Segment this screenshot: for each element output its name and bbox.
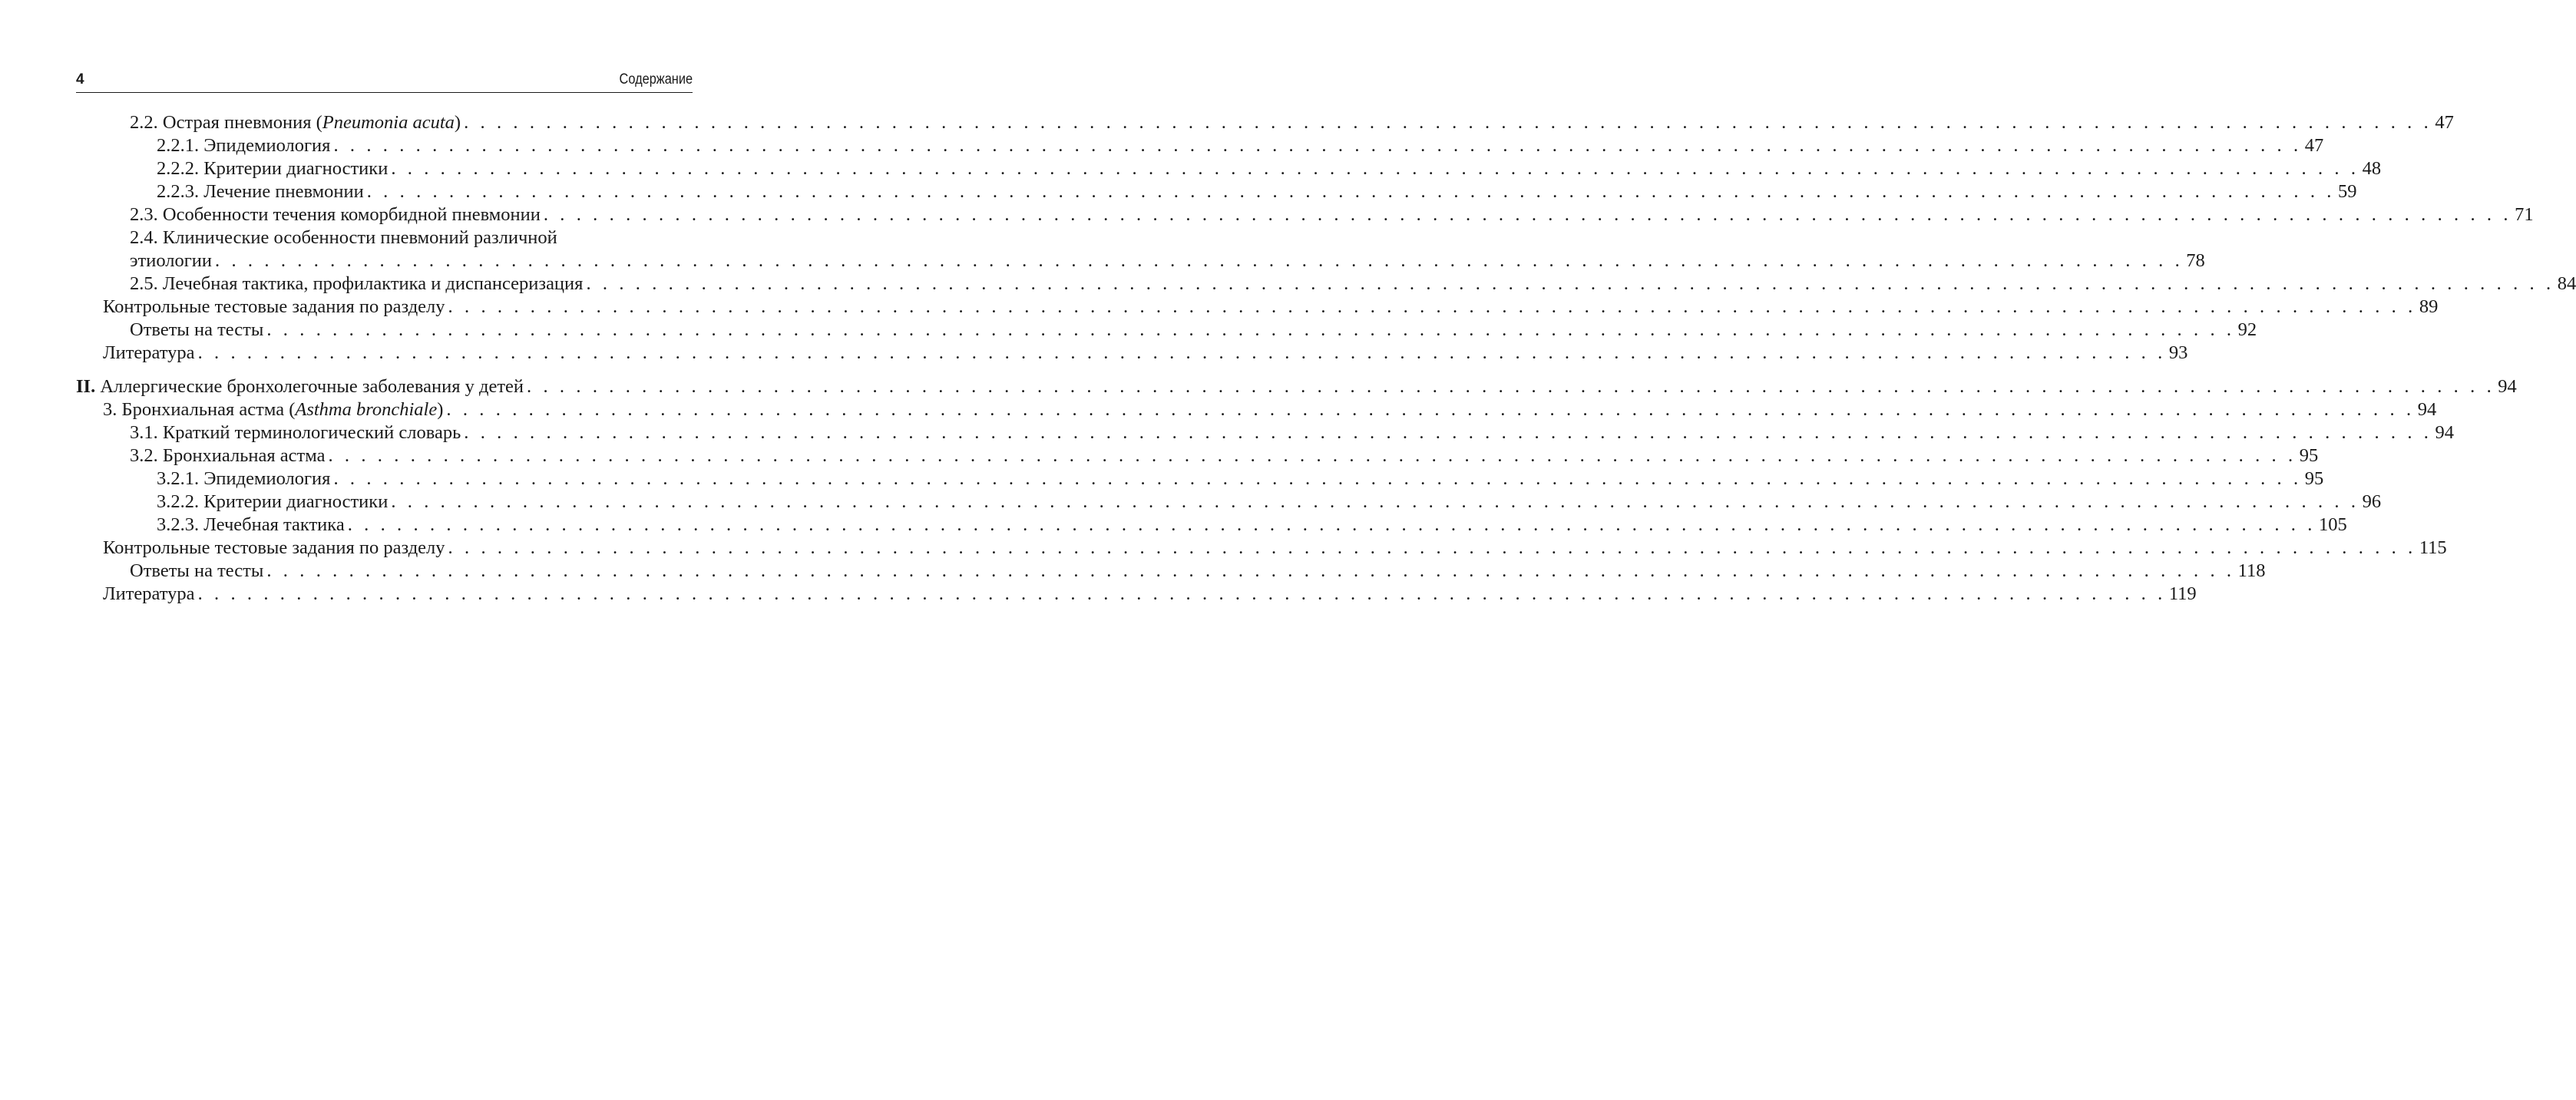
toc-entry[interactable] [76, 342, 2188, 365]
toc-entry-text: 3.2.2. Критерии диагностики [157, 491, 389, 512]
toc-entry-title [130, 203, 541, 226]
toc-page-number: 59 [2338, 181, 2357, 202]
toc-entry-text: 2.2.3. Лечение пневмонии [157, 181, 364, 202]
toc-page-number: 47 [2304, 135, 2324, 156]
toc-entry-text: 3. Бронхиальная астма ( [103, 399, 296, 420]
toc-page-number: 94 [2498, 376, 2517, 397]
toc-entry-latin-term: Pneumonia acuta [322, 112, 455, 133]
toc-entry-text: 3.2. Бронхиальная астма [130, 445, 326, 466]
toc-entry[interactable] [76, 583, 2197, 606]
toc-entry-text-end: ) [437, 399, 444, 420]
toc-dot-leader: . . . . . . . . . . . . . . . . . . . . . . . . . . . . . . . . . . . . . . . . . . . . . . . . . . . . . . . . . . . . . . . . . . . . . . . . . . . . . . . . . . . . . . . . . . . . . . . . . . . . . . . . . . . . . . . . . . . . . . . . [215, 250, 2184, 271]
toc-entry-text: 2.3. Особенности течения коморбидной пневмонии [130, 204, 541, 225]
toc-dot-leader: . . . . . . . . . . . . . . . . . . . . . . . . . . . . . . . . . . . . . . . . . . . . . . . . . . . . . . . . . . . . . . . . . . . . . . . . . . . . . . . . . . . . . . . . . . . . . . . . . . . . . . . . . . . . . . . . . . . . . . . . [333, 468, 2302, 489]
toc-page-number: 78 [2186, 250, 2205, 271]
toc-page-number: 105 [2318, 514, 2347, 535]
toc-page-number: 96 [2362, 491, 2382, 512]
toc-entry[interactable] [76, 180, 2357, 203]
toc-dot-leader: . . . . . . . . . . . . . . . . . . . . . . . . . . . . . . . . . . . . . . . . . . . . . . . . . . . . . . . . . . . . . . . . . . . . . . . . . . . . . . . . . . . . . . . . . . . . . . . . . . . . . . . . . . . . . . . . . . . . . . . . [328, 445, 2297, 466]
toc-entry[interactable] [76, 111, 2454, 134]
toc-entry-title [157, 157, 388, 180]
toc-entry[interactable] [76, 398, 2437, 421]
toc-dot-leader: . . . . . . . . . . . . . . . . . . . . . . . . . . . . . . . . . . . . . . . . . . . . . . . . . . . . . . . . . . . . . . . . . . . . . . . . . . . . . . . . . . . . . . . . . . . . . . . . . . . . . . . . . . . . . . . . . . . . . . . . [391, 491, 2359, 512]
toc-entry-title [157, 491, 388, 514]
toc-page-number: 84 [2557, 273, 2576, 294]
toc-entry-title [103, 342, 195, 365]
page-number: 4 [76, 71, 84, 88]
running-title: Содержание [619, 71, 693, 88]
toc-entry-text-end: ) [454, 112, 461, 133]
toc-entry-title [130, 560, 263, 583]
toc-dot-leader: . . . . . . . . . . . . . . . . . . . . . . . . . . . . . . . . . . . . . . . . . . . . . . . . . . . . . . . . . . . . . . . . . . . . . . . . . . . . . . . . . . . . . . . . . . . . . . . . . . . . . . . . . . . . . . . . . . . . . . . . [391, 158, 2359, 179]
toc-dot-leader: . . . . . . . . . . . . . . . . . . . . . . . . . . . . . . . . . . . . . . . . . . . . . . . . . . . . . . . . . . . . . . . . . . . . . . . . . . . . . . . . . . . . . . . . . . . . . . . . . . . . . . . . . . . . . . . . . . . . . . . . [586, 273, 2555, 294]
toc-dot-leader: . . . . . . . . . . . . . . . . . . . . . . . . . . . . . . . . . . . . . . . . . . . . . . . . . . . . . . . . . . . . . . . . . . . . . . . . . . . . . . . . . . . . . . . . . . . . . . . . . . . . . . . . . . . . . . . . . . . . . . . . [333, 135, 2302, 156]
toc-entry-title [157, 467, 330, 491]
toc-entry-text: Литература [103, 342, 195, 363]
toc-entry-title [103, 537, 445, 560]
toc-entry-title [103, 583, 195, 606]
page-header [76, 69, 693, 93]
toc-entry-text: Литература [103, 583, 195, 604]
toc-entry-text: Аллергические бронхолегочные заболевания у детей [95, 376, 524, 397]
toc-page-number: 94 [2417, 399, 2437, 420]
toc-page-number: 118 [2237, 560, 2266, 581]
toc-entry[interactable] [76, 319, 2257, 342]
toc-entry-text: 3.2.3. Лечебная тактика [157, 514, 345, 535]
toc-entry[interactable] [76, 537, 2447, 560]
toc-entry-text: 3.1. Краткий терминологический словарь [130, 422, 461, 443]
toc-entry-title [103, 398, 443, 421]
toc-entry-text: Контрольные тестовые задания по разделу [103, 537, 445, 558]
toc-entry-title [157, 514, 345, 537]
toc-entry[interactable] [76, 467, 2324, 491]
toc-dot-leader: . . . . . . . . . . . . . . . . . . . . . . . . . . . . . . . . . . . . . . . . . . . . . . . . . . . . . . . . . . . . . . . . . . . . . . . . . . . . . . . . . . . . . . . . . . . . . . . . . . . . . . . . . . . . . . . . . . . . . . . . [543, 204, 2512, 225]
toc-page-number: 95 [2304, 468, 2324, 489]
toc-entry-title [157, 180, 364, 203]
toc-dot-leader: . . . . . . . . . . . . . . . . . . . . . . . . . . . . . . . . . . . . . . . . . . . . . . . . . . . . . . . . . . . . . . . . . . . . . . . . . . . . . . . . . . . . . . . . . . . . . . . . . . . . . . . . . . . . . . . . . . . . . . . . [266, 560, 2235, 581]
toc-entry[interactable] [76, 491, 2382, 514]
toc-entry-title [130, 249, 212, 273]
toc-page-number: 92 [2237, 319, 2257, 340]
toc-entry[interactable] [76, 444, 2319, 467]
toc-entry-text: 2.2.2. Критерии диагностики [157, 158, 389, 179]
toc-dot-leader: . . . . . . . . . . . . . . . . . . . . . . . . . . . . . . . . . . . . . . . . . . . . . . . . . . . . . . . . . . . . . . . . . . . . . . . . . . . . . . . . . . . . . . . . . . . . . . . . . . . . . . . . . . . . . . . . . . . . . . . . [347, 514, 2316, 535]
toc-entry-title [157, 134, 330, 157]
toc-entry-title [130, 111, 461, 134]
toc-dot-leader: . . . . . . . . . . . . . . . . . . . . . . . . . . . . . . . . . . . . . . . . . . . . . . . . . . . . . . . . . . . . . . . . . . . . . . . . . . . . . . . . . . . . . . . . . . . . . . . . . . . . . . . . . . . . . . . . . . . . . . . . [266, 319, 2235, 340]
toc-entry[interactable] [76, 249, 2205, 273]
toc-page-number: 115 [2419, 537, 2447, 558]
toc-entry-text: 2.5. Лечебная тактика, профилактика и диспансеризация [130, 273, 584, 294]
toc-page-number: 47 [2435, 112, 2454, 133]
toc-page-number: 89 [2419, 296, 2439, 317]
toc-entry-title [103, 296, 445, 319]
toc-entry-title [130, 421, 461, 444]
toc-entry-text: 2.4. Клинические особенности пневмоний различной [130, 227, 557, 248]
toc-dot-leader: . . . . . . . . . . . . . . . . . . . . . . . . . . . . . . . . . . . . . . . . . . . . . . . . . . . . . . . . . . . . . . . . . . . . . . . . . . . . . . . . . . . . . . . . . . . . . . . . . . . . . . . . . . . . . . . . . . . . . . . . [446, 399, 2415, 420]
toc-dot-leader: . . . . . . . . . . . . . . . . . . . . . . . . . . . . . . . . . . . . . . . . . . . . . . . . . . . . . . . . . . . . . . . . . . . . . . . . . . . . . . . . . . . . . . . . . . . . . . . . . . . . . . . . . . . . . . . . . . . . . . . . [448, 296, 2416, 317]
toc-entry-title [130, 226, 557, 249]
toc-entry-title [130, 319, 263, 342]
toc-page-number: 94 [2435, 422, 2455, 443]
toc-entry-text: Ответы на тесты [130, 560, 264, 581]
toc-dot-leader: . . . . . . . . . . . . . . . . . . . . . . . . . . . . . . . . . . . . . . . . . . . . . . . . . . . . . . . . . . . . . . . . . . . . . . . . . . . . . . . . . . . . . . . . . . . . . . . . . . . . . . . . . . . . . . . . . . . . . . . . [527, 376, 2495, 397]
toc-entry[interactable] [76, 296, 2439, 319]
table-of-contents [76, 111, 2576, 606]
toc-entry[interactable] [76, 203, 2534, 226]
toc-entry[interactable] [76, 560, 2266, 583]
toc-entry[interactable] [76, 273, 2576, 296]
toc-dot-leader: . . . . . . . . . . . . . . . . . . . . . . . . . . . . . . . . . . . . . . . . . . . . . . . . . . . . . . . . . . . . . . . . . . . . . . . . . . . . . . . . . . . . . . . . . . . . . . . . . . . . . . . . . . . . . . . . . . . . . . . . [448, 537, 2416, 558]
toc-entry[interactable] [76, 226, 693, 249]
toc-entry-text: 2.2.1. Эпидемиология [157, 135, 331, 156]
toc-dot-leader: . . . . . . . . . . . . . . . . . . . . . . . . . . . . . . . . . . . . . . . . . . . . . . . . . . . . . . . . . . . . . . . . . . . . . . . . . . . . . . . . . . . . . . . . . . . . . . . . . . . . . . . . . . . . . . . . . . . . . . . . [197, 342, 2166, 363]
toc-entry-text: этиологии [130, 250, 213, 271]
toc-entry-text: 2.2. Острая пневмония ( [130, 112, 322, 133]
toc-entry-latin-term: Asthma bronchiale [295, 399, 438, 420]
toc-entry-title [76, 375, 524, 398]
toc-dot-leader: . . . . . . . . . . . . . . . . . . . . . . . . . . . . . . . . . . . . . . . . . . . . . . . . . . . . . . . . . . . . . . . . . . . . . . . . . . . . . . . . . . . . . . . . . . . . . . . . . . . . . . . . . . . . . . . . . . . . . . . . [464, 422, 2432, 443]
toc-entry-text: Контрольные тестовые задания по разделу [103, 296, 445, 317]
toc-entry-text: 3.2.1. Эпидемиология [157, 468, 331, 489]
toc-page-number: 48 [2362, 158, 2382, 179]
toc-entry[interactable] [76, 421, 2455, 444]
toc-dot-leader: . . . . . . . . . . . . . . . . . . . . . . . . . . . . . . . . . . . . . . . . . . . . . . . . . . . . . . . . . . . . . . . . . . . . . . . . . . . . . . . . . . . . . . . . . . . . . . . . . . . . . . . . . . . . . . . . . . . . . . . . [464, 112, 2432, 133]
toc-entry-title [130, 444, 325, 467]
toc-entry[interactable] [76, 375, 2517, 398]
toc-entry[interactable] [76, 134, 2324, 157]
toc-page-number: 71 [2515, 204, 2534, 225]
toc-entry[interactable] [76, 514, 2347, 537]
toc-dot-leader: . . . . . . . . . . . . . . . . . . . . . . . . . . . . . . . . . . . . . . . . . . . . . . . . . . . . . . . . . . . . . . . . . . . . . . . . . . . . . . . . . . . . . . . . . . . . . . . . . . . . . . . . . . . . . . . . . . . . . . . . [197, 583, 2166, 604]
toc-entry[interactable] [76, 157, 2382, 180]
toc-section-numeral: II. [76, 376, 96, 397]
toc-entry-title [130, 273, 583, 296]
toc-page-number: 93 [2168, 342, 2188, 363]
toc-dot-leader: . . . . . . . . . . . . . . . . . . . . . . . . . . . . . . . . . . . . . . . . . . . . . . . . . . . . . . . . . . . . . . . . . . . . . . . . . . . . . . . . . . . . . . . . . . . . . . . . . . . . . . . . . . . . . . . . . . . . . . . . [366, 181, 2335, 202]
toc-entry-text: Ответы на тесты [130, 319, 264, 340]
toc-page-number: 119 [2168, 583, 2197, 604]
toc-page-number: 95 [2299, 445, 2319, 466]
